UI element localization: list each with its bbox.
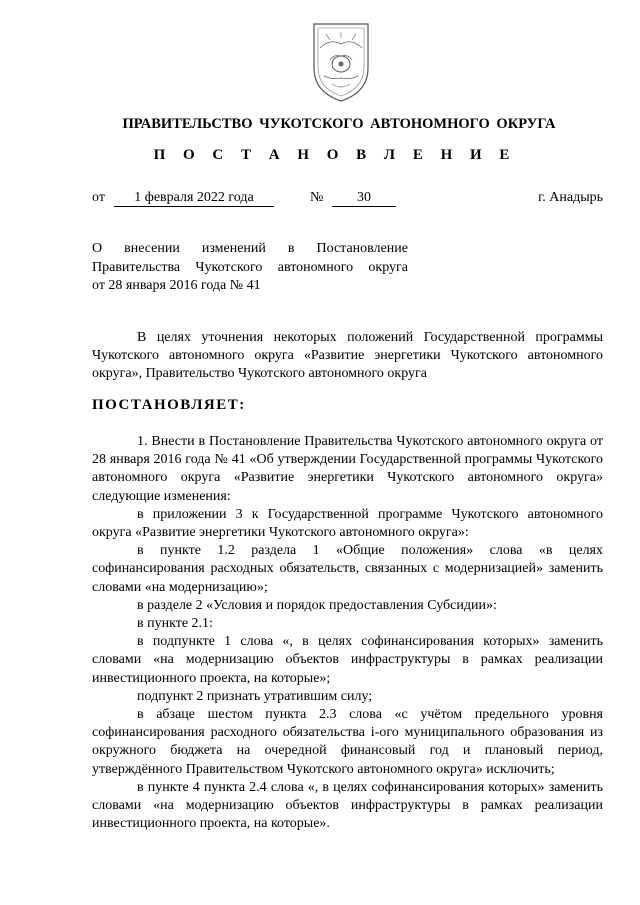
preamble-paragraph: В целях уточнения некоторых положений Государственной программы Чукотского автономного округа «Развитие энергетики Чукотского автономного округа», Правительство Чукотского автономного округа [92,330,603,382]
resolve-heading: ПОСТАНОВЛЯЕТ: [92,397,246,413]
resolution-items [92,433,603,833]
resolution-paragraph: в подпункте 1 слова «, в целях софинансирования которых» заменить словами «на модернизацию объектов инфраструктуры в рамках реализации инвестиционного проекта, на которые»; [92,634,603,686]
resolution-paragraph: в абзаце шестом пункта 2.3 слова «с учётом предельного уровня софинансирования расходного обязательства i-ого муниципального образования из окружного бюджета на очередной финансовый год и плановый период, утверждённого Правительством Чукотского автономного округа» исключить; [92,707,603,777]
resolution-paragraph: в разделе 2 «Условия и порядок предоставления Субсидии»: [137,597,497,613]
subject-line: Правительства Чукотского автономного округа [92,259,408,275]
date-prefix: от [92,190,105,205]
subject-line: О внесении изменений в Постановление [92,241,408,256]
document-subject [92,240,408,296]
document-number: 30 [332,190,396,207]
number-prefix: № [310,190,324,205]
resolution-paragraph: в приложении 3 к Государственной программе Чукотского автономного округа «Развитие энергетики Чукотского автономного округа»: [92,506,603,541]
document-meta-row [92,190,603,210]
resolution-paragraph: в пункте 2.1: [137,616,213,632]
resolution-paragraph: в пункте 1.2 раздела 1 «Общие положения» слова «в целях софинансирования расходных обязательств, связанных с модернизацией» заменить словами «на модернизацию»; [92,543,603,595]
document-date: 1 февраля 2022 года [114,190,274,207]
resolution-paragraph: подпункт 2 признать утратившим силу; [137,688,373,704]
preamble-block [92,329,603,384]
coat-of-arms-icon [310,20,372,104]
resolution-paragraph: 1. Внести в Постановление Правительства Чукотского автономного округа от 28 января 2016 года № 41 «Об утверждении Государственной программы Чукотского автономного округа «Развитие энергетики Чукотского автономного округа» следующие изменения: [92,434,603,504]
government-title: ПРАВИТЕЛЬСТВО ЧУКОТСКОГО АВТОНОМНОГО ОКРУГА [122,116,556,132]
resolution-paragraph: в пункте 4 пункта 2.4 слова «, в целях софинансирования которых» заменить словами «на модернизацию объектов инфраструктуры в рамках реализации инвестиционного проекта, на которые». [92,779,603,832]
document-type-title: П О С Т А Н О В Л Е Н И Е [153,147,517,163]
document-place: г. Анадырь [538,190,603,205]
subject-line: от 28 января 2016 года № 41 [92,278,261,293]
